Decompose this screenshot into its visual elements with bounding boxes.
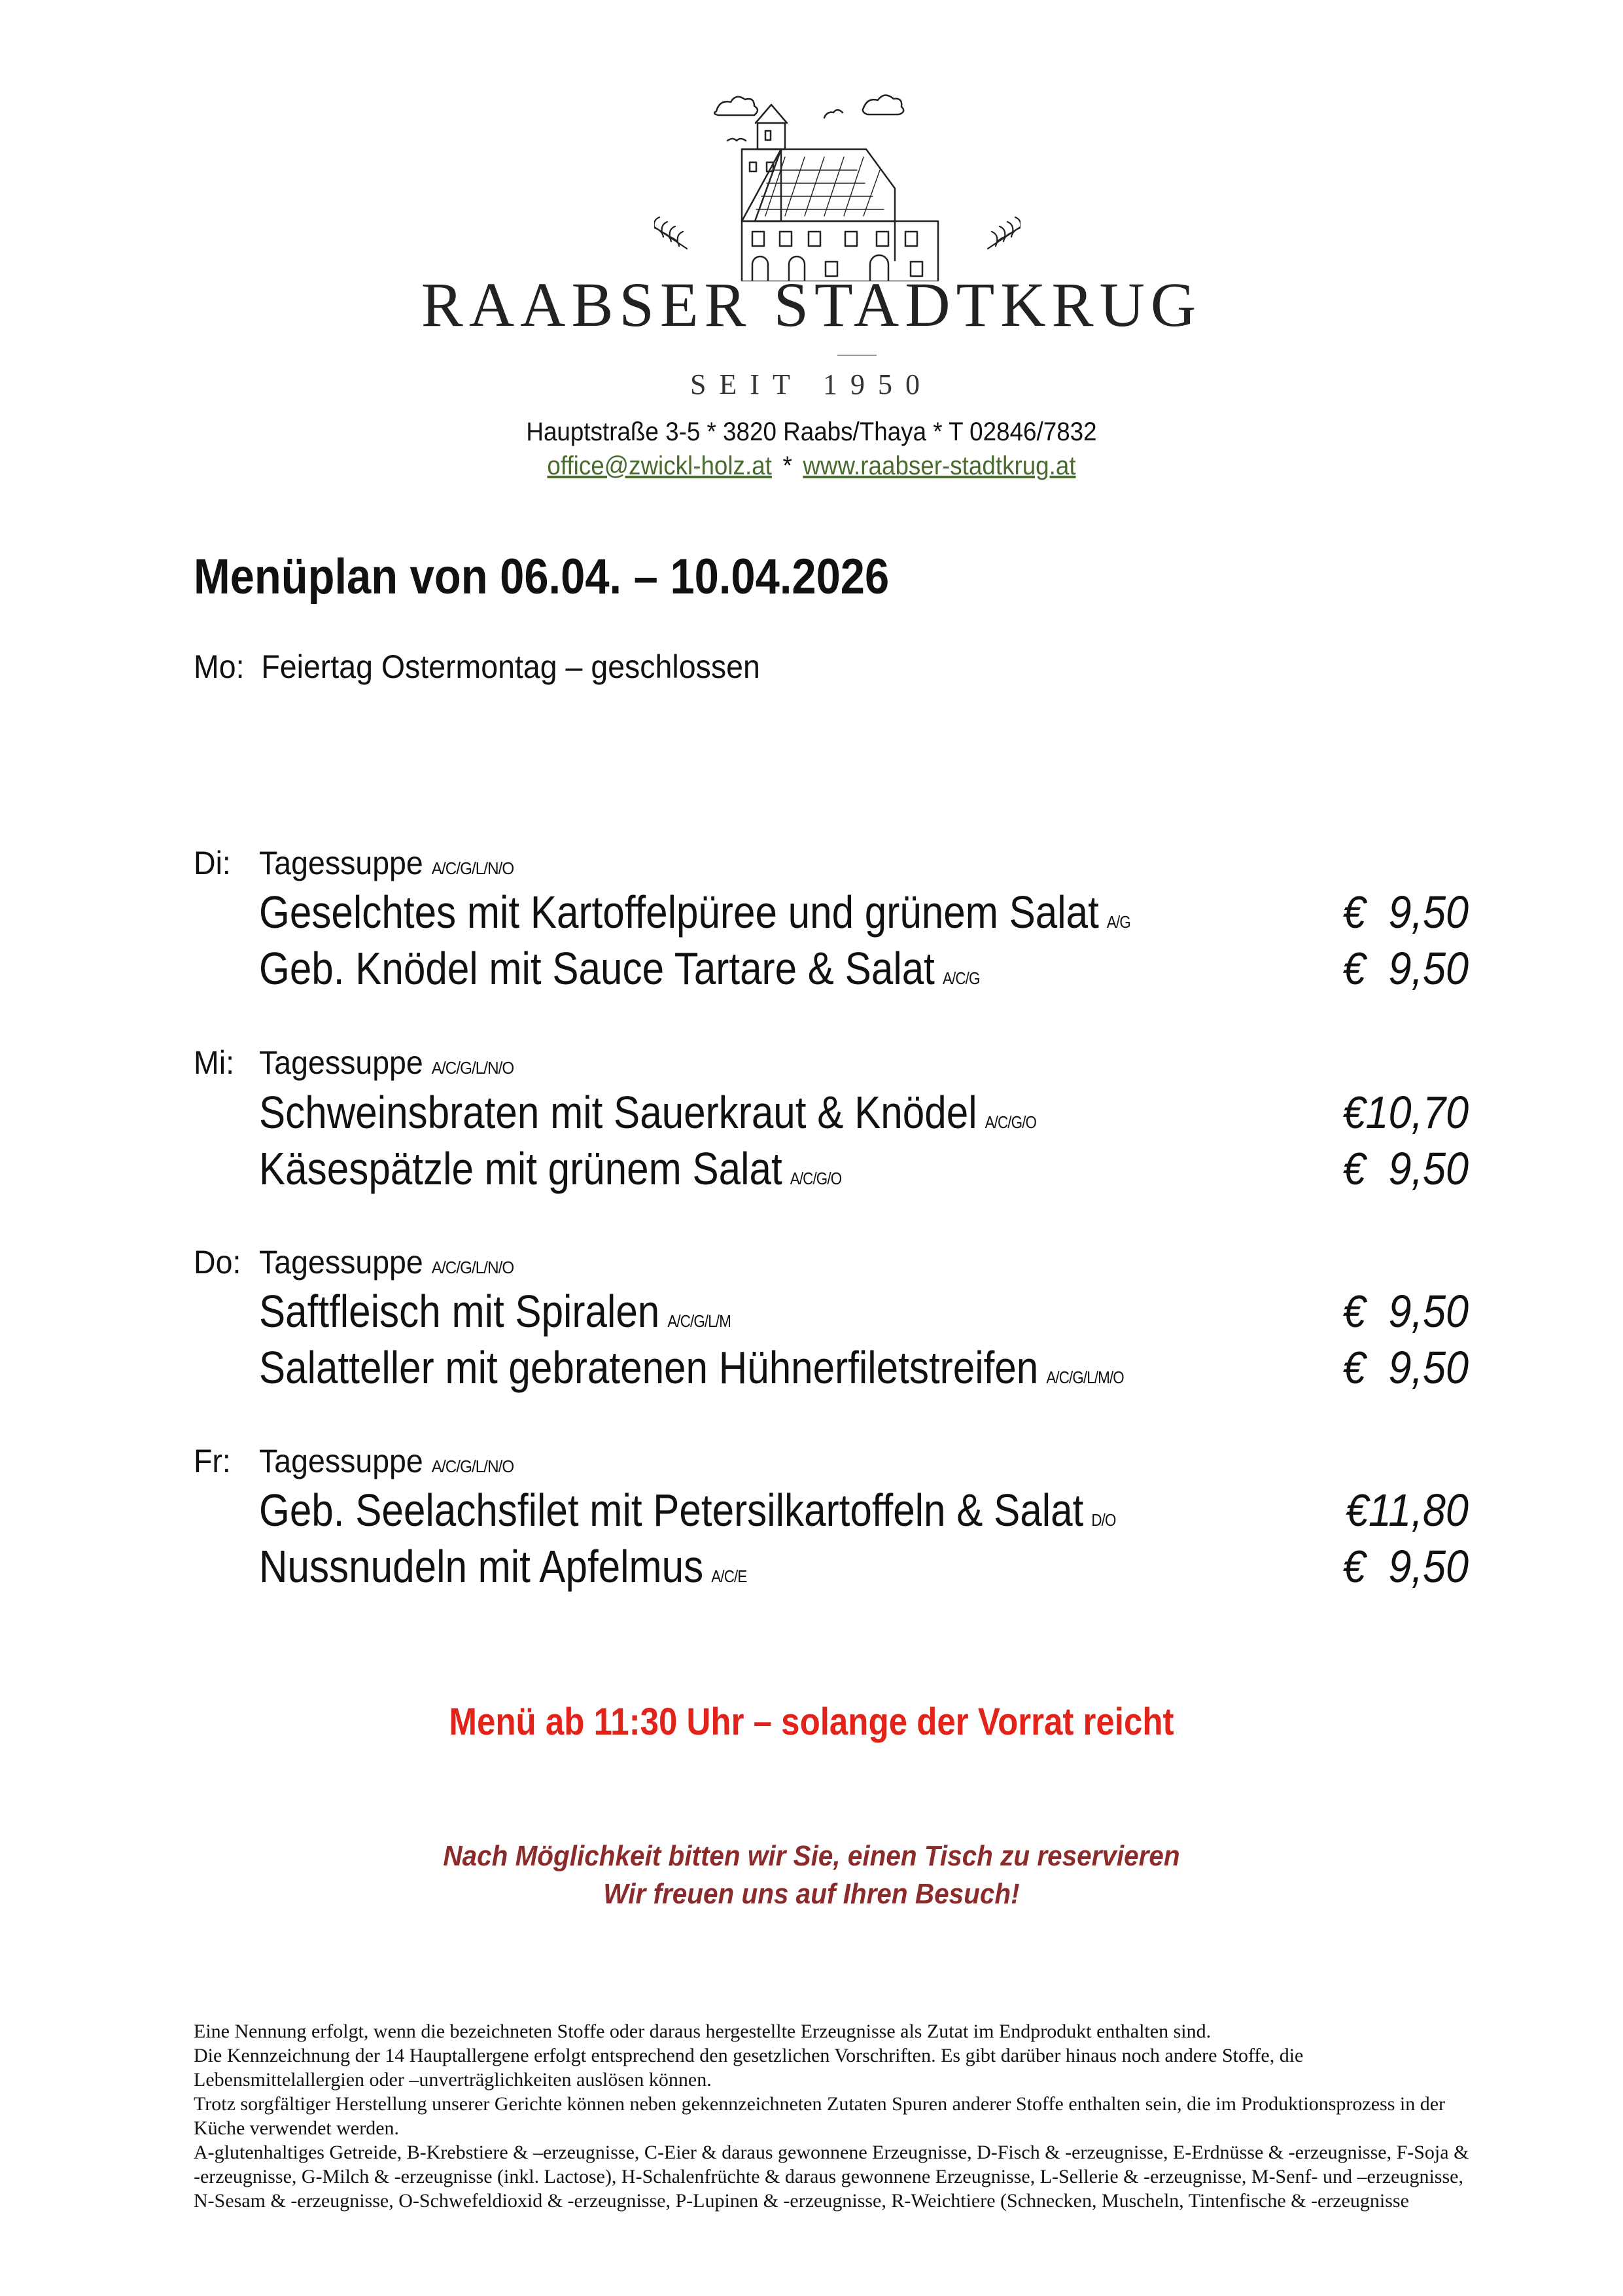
dish-wednesday-2 — [259, 1142, 841, 1195]
dish-name: Geb. Knödel mit Sauce Tartare & Salat — [259, 943, 935, 994]
welcome-message: Wir freuen uns auf Ihren Besuch! — [603, 1878, 1020, 1910]
soup-tuesday — [259, 844, 514, 882]
allergen-codes: D/O — [1091, 1510, 1116, 1530]
price-thursday-2: € 9,50 — [1342, 1342, 1469, 1393]
dish-name: Nussnudeln mit Apfelmus — [259, 1541, 704, 1592]
contact-line — [65, 451, 1558, 481]
contact-separator: * — [782, 451, 792, 480]
dish-wednesday-1 — [259, 1086, 1036, 1139]
allergen-codes: A/C/G/L/N/O — [431, 1457, 514, 1476]
serving-time-notice: Menü ab 11:30 Uhr – solange der Vorrat reicht — [449, 1701, 1174, 1743]
price-thursday-1: € 9,50 — [1342, 1286, 1469, 1337]
brand-name: RAABSER STADTKRUG — [421, 270, 1202, 340]
day-label-friday: Fr: — [194, 1443, 231, 1479]
dish-name: Saftfleisch mit Spiralen — [259, 1286, 660, 1337]
dish-thursday-2 — [259, 1341, 1124, 1394]
day-label-thursday: Do: — [194, 1244, 241, 1280]
price-wednesday-2: € 9,50 — [1342, 1143, 1469, 1194]
soup-name: Tagessuppe — [259, 1244, 423, 1280]
soup-name: Tagessuppe — [259, 845, 423, 881]
price-friday-2: € 9,50 — [1342, 1541, 1469, 1592]
allergen-codes: A/C/G/L/M — [667, 1311, 731, 1331]
menu-title: Menüplan von 06.04. – 10.04.2026 — [194, 549, 890, 605]
monday-closed-note: Mo: Feiertag Ostermontag – geschlossen — [194, 648, 760, 685]
stadtkrug-building-logo — [654, 72, 1021, 281]
address-line: Hauptstraße 3-5 * 3820 Raabs/Thaya * T 02846/7832 — [526, 417, 1097, 446]
allergen-footer-line-1: Eine Nennung erfolgt, wenn die bezeichneten Stoffe oder daraus hergestellte Erzeugnisse als Zutat im Endprodukt enthalten sind. — [194, 2021, 1212, 2042]
allergen-footer-line-2: Die Kennzeichnung der 14 Hauptallergene erfolgt entsprechend den gesetzlichen Vorschriften. Es gibt darüber hinaus noch andere Stoffe, die Lebensmittelallergien oder –unverträglichkeiten auslösen können. — [194, 2045, 1304, 2091]
allergen-footer-line-3: Trotz sorgfältiger Herstellung unserer Gerichte können neben gekennzeichneten Zutaten Spuren anderer Stoffe enthalten sein, die im Produktionsprozess in der Küche verwendet werden. — [194, 2093, 1446, 2139]
soup-friday — [259, 1442, 514, 1480]
email-link[interactable]: office@zwickl-holz.at — [547, 451, 772, 480]
soup-wednesday — [259, 1044, 514, 1082]
allergen-codes: A/C/G/L/N/O — [431, 858, 514, 878]
dish-name: Geb. Seelachsfilet mit Petersilkartoffeln & Salat — [259, 1485, 1084, 1536]
dish-tuesday-2 — [259, 942, 980, 995]
dish-friday-1 — [259, 1484, 1116, 1536]
allergen-codes: A/C/G/L/M/O — [1046, 1368, 1124, 1387]
dish-friday-2 — [259, 1540, 746, 1593]
brand-divider — [837, 355, 877, 356]
soup-name: Tagessuppe — [259, 1443, 423, 1479]
allergen-codes: A/G — [1106, 912, 1130, 932]
day-label-tuesday: Di: — [194, 845, 231, 881]
dish-name: Käsespätzle mit grünem Salat — [259, 1143, 782, 1194]
allergen-codes: A/C/G — [942, 968, 980, 988]
price-friday-1: €11,80 — [1345, 1485, 1469, 1536]
allergen-legend: A-glutenhaltiges Getreide, B-Krebstiere & –erzeugnisse, C-Eier & daraus gewonnene Erzeugnisse, D-Fisch & -erzeugnisse, E-Erdnüsse & -erzeugnisse, F-Soja & -erzeugnisse, G-Milch & -erzeugnisse (inkl. Lactose), H-Schalenfrüchte & daraus gewonnene Erzeugnisse, L-Sellerie & -erzeugnisse, M-Senf- und –erzeugnisse, N-Sesam & -erzeugnisse, O-Schwefeldioxid & -erzeugnisse, P-Lupinen & -erzeugnisse, R-Weichtiere (Schnecken, Muscheln, Tintenfische & -erzeugnisse — [194, 2142, 1469, 2212]
dish-thursday-1 — [259, 1285, 731, 1337]
price-tuesday-2: € 9,50 — [1342, 943, 1469, 994]
dish-tuesday-1 — [259, 886, 1130, 938]
soup-name: Tagessuppe — [259, 1044, 423, 1081]
soup-thursday — [259, 1243, 514, 1281]
dish-name: Schweinsbraten mit Sauerkraut & Knödel — [259, 1087, 977, 1138]
price-wednesday-1: €10,70 — [1342, 1087, 1469, 1138]
allergen-codes: A/C/G/L/N/O — [431, 1058, 514, 1078]
allergen-codes: A/C/G/O — [790, 1169, 842, 1188]
day-label-wednesday: Mi: — [194, 1044, 234, 1081]
allergen-codes: A/C/G/O — [985, 1112, 1037, 1132]
reservation-request: Nach Möglichkeit bitten wir Sie, einen Tisch zu reservieren — [443, 1840, 1180, 1872]
established-since: SEIT 1950 — [689, 368, 934, 400]
dish-name: Salatteller mit gebratenen Hühnerfiletstreifen — [259, 1342, 1039, 1393]
allergen-codes: A/C/E — [711, 1566, 747, 1586]
price-tuesday-1: € 9,50 — [1342, 887, 1469, 938]
dish-name: Geselchtes mit Kartoffelpüree und grünem Salat — [259, 887, 1099, 938]
allergen-codes: A/C/G/L/N/O — [431, 1258, 514, 1277]
website-link[interactable]: www.raabser-stadtkrug.at — [803, 451, 1076, 480]
